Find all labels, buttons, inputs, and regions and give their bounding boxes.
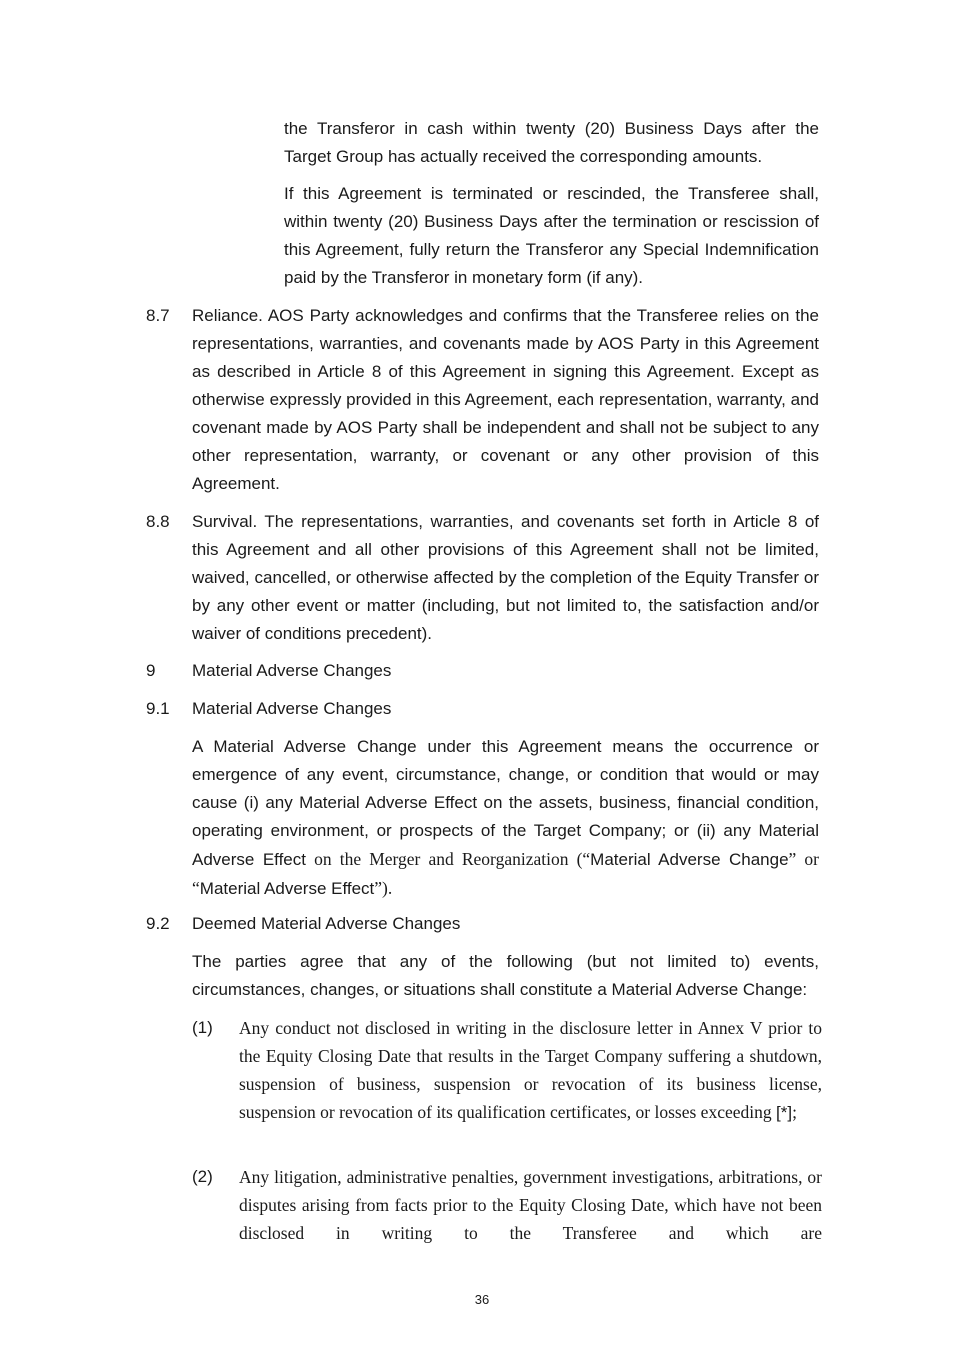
definition-text-serif-1: on the Merger and Reorganization (“ bbox=[305, 849, 591, 869]
article-9-heading: Material Adverse Changes bbox=[192, 661, 392, 680]
list-item-label: (1) bbox=[192, 1018, 213, 1037]
list-item-label: (2) bbox=[192, 1167, 213, 1186]
clause-9-1-definition bbox=[192, 733, 819, 903]
list-item-end: ; bbox=[792, 1102, 797, 1122]
clause-number-9-1: 9.1 bbox=[146, 699, 170, 718]
list-item: Any litigation, administrative penalties, government investigations, arbitrations, or disputes arising from facts prior to the Equity Closing Date, which have not been disclosed in writing to the Transferee and which are bbox=[239, 1167, 822, 1243]
definition-text: A Material Adverse Change under this Agreement means the occurrence or emergence of any event, circumstance, change, or condition that would or may cause (i) any Material Adverse Effect on the assets, business, financial condition, operating environment, or prospects of the Target Company; or (ii) any Material Adverse Effect bbox=[192, 737, 819, 869]
article-number-9: 9 bbox=[146, 661, 156, 680]
placeholder-amount: [*] bbox=[776, 1103, 793, 1122]
definition-text-serif-2: ” or “ bbox=[192, 849, 819, 898]
clause-8-7-reliance: Reliance. AOS Party acknowledges and confirms that the Transferee relies on the representations, warranties, and covenants made by AOS Party in this Agreement as described in Article 8 of this Agreement in signing this Agreement. Except as otherwise expressly provided in this Agreement, each representation, warranty, and covenant made by AOS Party shall be independent and shall not be subject to any other representation, warranty, or covenant or any other provision of this Agreement. bbox=[192, 306, 819, 493]
clause-9-2-heading: Deemed Material Adverse Changes bbox=[192, 914, 461, 933]
list-item-text: Any conduct not disclosed in writing in the disclosure letter in Annex V prior to the Equity Closing Date that results in the Target Company suffering a shutdown, suspension of business, suspension or revocation of its business license, suspension or revocation of its qualification certificates, or losses exceeding bbox=[239, 1018, 822, 1122]
continuation-paragraph-1: the Transferor in cash within twenty (20) Business Days after the Target Group has actually received the corresponding amounts. bbox=[284, 119, 819, 166]
clause-number-9-2: 9.2 bbox=[146, 914, 170, 933]
continuation-paragraph-2: If this Agreement is terminated or rescinded, the Transferee shall, within twenty (20) Business Days after the termination or rescission of this Agreement, fully return the Transferor any Special Indemnification paid by the Transferor in monetary form (if any). bbox=[284, 184, 819, 287]
clause-9-2-intro: The parties agree that any of the following (but not limited to) events, circumstances, changes, or situations shall constitute a Material Adverse Change: bbox=[192, 952, 819, 999]
clause-number-8-7: 8.7 bbox=[146, 306, 170, 325]
defined-term-material-adverse-effect: Material Adverse Effect bbox=[199, 879, 375, 898]
clause-8-8-survival: Survival. The representations, warranties, and covenants set forth in Article 8 of this Agreement and all other provisions of this Agreement shall not be limited, waived, cancelled, or otherwise affected by the completion of the Equity Transfer or by any other event or matter (including, but not limited to, the satisfaction and/or waiver of conditions precedent). bbox=[192, 512, 819, 643]
list-item bbox=[239, 1014, 822, 1127]
clause-9-1-heading: Material Adverse Changes bbox=[192, 699, 392, 718]
definition-text-serif-3: ”). bbox=[374, 878, 393, 898]
defined-term-material-adverse-change: Material Adverse Change bbox=[590, 850, 789, 869]
clause-number-8-8: 8.8 bbox=[146, 512, 170, 531]
page-number: 36 bbox=[474, 1292, 490, 1307]
